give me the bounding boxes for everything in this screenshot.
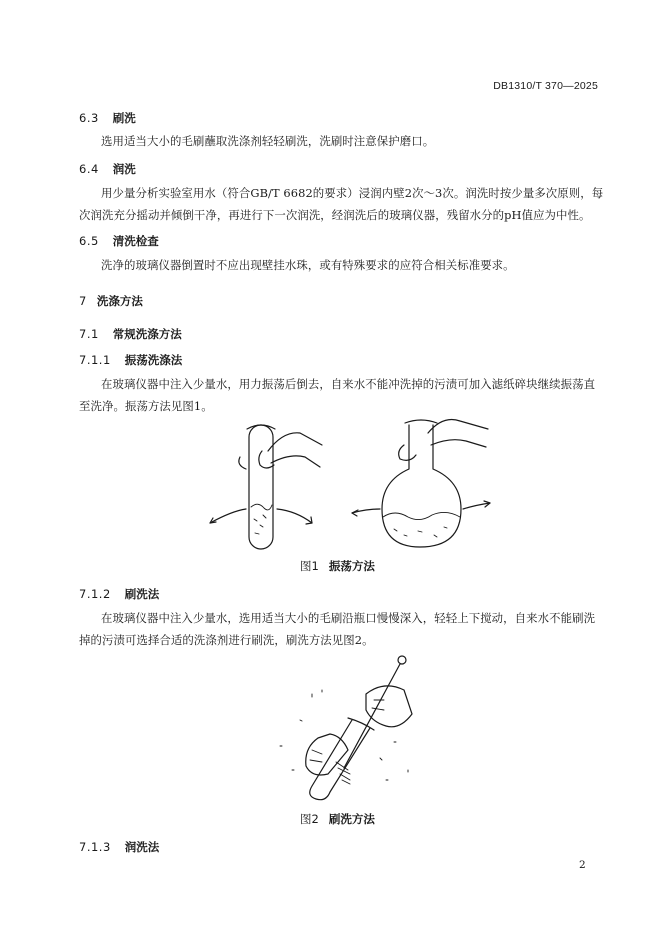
figure-caption-text: 刷洗方法 — [328, 812, 375, 826]
section-7-heading — [79, 293, 143, 309]
section-title: 刷洗 — [112, 111, 136, 125]
figure-2-caption — [300, 811, 375, 827]
document-number: DB1310/T 370—2025 — [493, 80, 598, 92]
section-7-1-heading — [79, 326, 182, 342]
section-6-5-paragraph: 洗净的玻璃仪器倒置时不应出现壁挂水珠，或有特殊要求的应符合相关标准要求。 — [101, 258, 515, 272]
figure-2-illustration — [0, 650, 662, 800]
figure-1-caption — [300, 558, 375, 574]
section-number: 7.1.3 — [79, 840, 111, 854]
section-title: 洗涤方法 — [96, 294, 143, 308]
figure-1-illustration — [0, 405, 662, 555]
section-number: 7.1 — [79, 327, 99, 341]
section-7-1-1-heading — [79, 352, 182, 368]
section-6-3-paragraph: 选用适当大小的毛刷蘸取洗涤剂轻轻刷洗，洗刷时注意保护磨口。 — [101, 134, 435, 148]
figure-number: 图1 — [300, 559, 319, 573]
section-number: 7.1.2 — [79, 587, 111, 601]
section-7-1-1-paragraph-line-1: 在玻璃仪器中注入少量水，用力振荡后倒去，自来水不能冲洗掉的污渍可加入滤纸碎块继续振荡直 — [101, 377, 596, 391]
section-title: 润洗 — [112, 162, 136, 176]
section-title: 清洗检查 — [112, 234, 159, 248]
section-number: 7.1.1 — [79, 353, 111, 367]
section-6-5-heading — [79, 233, 159, 249]
section-6-3-heading — [79, 110, 136, 126]
section-number: 7 — [79, 294, 87, 308]
figure-number: 图2 — [300, 812, 319, 826]
section-title: 润洗法 — [124, 840, 160, 854]
section-7-1-2-paragraph-line-2: 掉的污渍可选择合适的洗涤剂进行刷洗，刷洗方法见图2。 — [79, 633, 374, 647]
hand-shaking-round-flask-icon — [352, 420, 490, 548]
hand-shaking-test-tube-icon — [210, 425, 322, 549]
page-number: 2 — [579, 859, 586, 871]
section-number: 6.3 — [79, 111, 99, 125]
section-title: 刷洗法 — [124, 587, 160, 601]
section-7-1-2-heading — [79, 586, 159, 602]
section-number: 6.5 — [79, 234, 99, 248]
figure-caption-text: 振荡方法 — [328, 559, 375, 573]
hands-brushing-test-tube-icon — [280, 656, 412, 800]
section-6-4-heading — [79, 161, 136, 177]
section-7-1-1-paragraph-line-2: 至洗净。振荡方法见图1。 — [79, 399, 213, 413]
section-6-4-paragraph-line-2: 次润洗充分摇动并倾倒干净，再进行下一次润洗，经润洗后的玻璃仪器，残留水分的pH值应为中性。 — [79, 208, 591, 222]
section-6-4-paragraph-line-1: 用少量分析实验室用水（符合GB/T 6682的要求）浸润内壁2次～3次。润洗时按少量多次原则，每 — [101, 186, 604, 200]
section-title: 振荡洗涤法 — [124, 353, 183, 367]
section-7-1-2-paragraph-line-1: 在玻璃仪器中注入少量水，选用适当大小的毛刷沿瓶口慢慢深入，轻轻上下搅动，自来水不能刷洗 — [101, 611, 596, 625]
section-7-1-3-heading — [79, 839, 159, 855]
section-title: 常规洗涤方法 — [112, 327, 182, 341]
section-number: 6.4 — [79, 162, 99, 176]
